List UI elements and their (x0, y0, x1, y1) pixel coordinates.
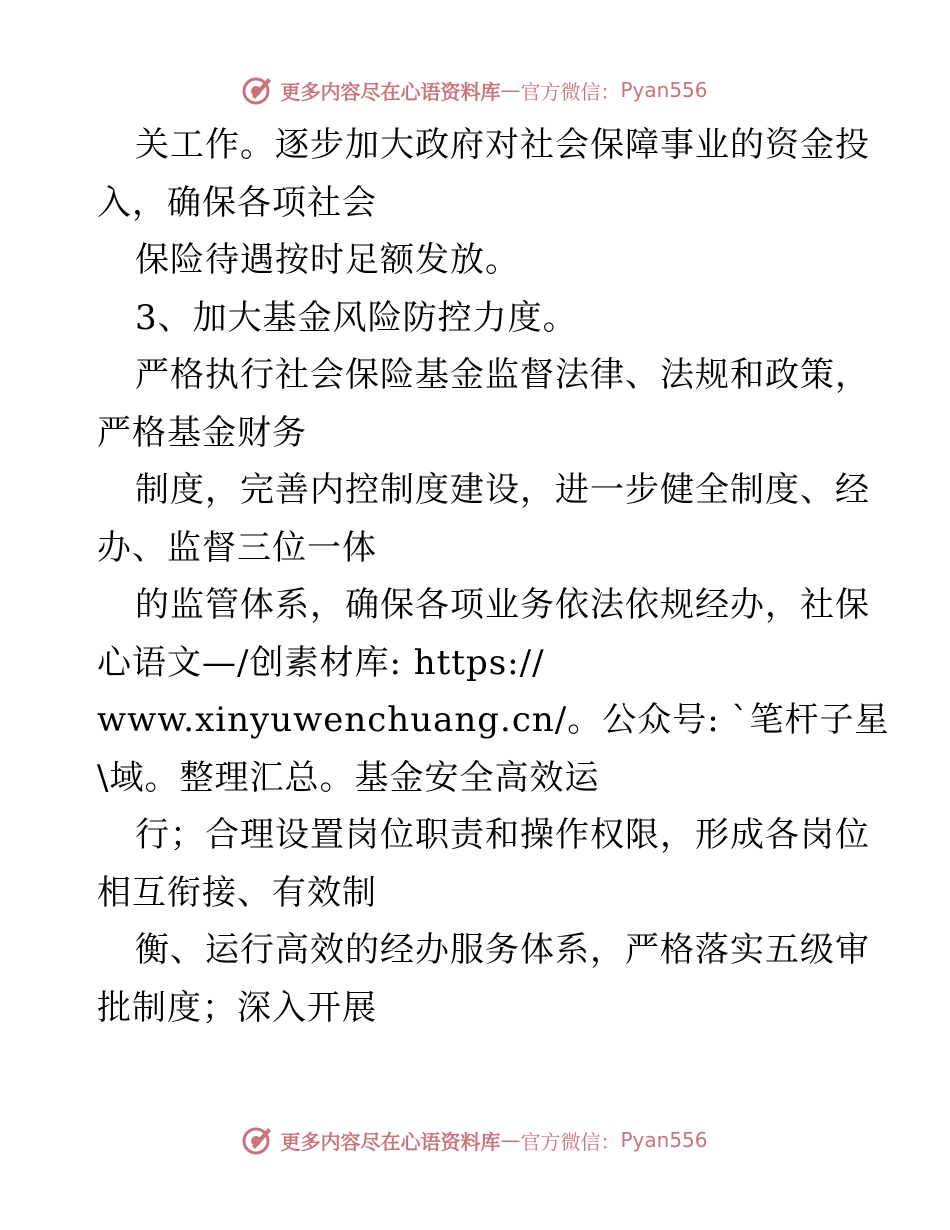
body-line: 关工作。逐步加大政府对社会保障事业的资金投 (135, 125, 870, 165)
body-line: 3、加大基金风险防控力度。 (135, 297, 578, 338)
body-line: 的监管体系，确保各项业务依法依规经办，社保 (135, 585, 870, 625)
body-line: 相互衔接、有效制 (97, 872, 377, 913)
body-line: 行；合理设置岗位职责和操作权限，形成各岗位 (135, 815, 870, 855)
body-line: 保险待遇按时足额发放。 (135, 240, 520, 280)
pen-logo-icon (242, 1124, 274, 1156)
header-wechat-id: Pyan556 (620, 78, 708, 102)
footer-official-label: 官方微信： (520, 1129, 621, 1154)
footer-banner (0, 1122, 950, 1158)
pen-logo-icon (242, 74, 274, 106)
footer-separator: — (500, 1128, 521, 1152)
body-line: 办、监督三位一体 (97, 527, 377, 568)
header-separator: — (500, 78, 521, 102)
body-line: 心语文—/创素材库: https:// (97, 642, 545, 683)
header-official-label: 官方微信： (520, 79, 621, 104)
body-line: www.xinyuwenchuang.cn/。公众号: `笔杆子星 (97, 700, 890, 740)
body-line: 入，确保各项社会 (97, 182, 377, 223)
footer-brand-text: 更多内容尽在心语资料库 (280, 1129, 501, 1154)
header-brand-text: 更多内容尽在心语资料库 (280, 79, 501, 104)
document-body (97, 117, 890, 1037)
body-line: 严格基金财务 (97, 412, 307, 453)
body-line: 批制度；深入开展 (97, 987, 377, 1028)
footer-wechat-id: Pyan556 (620, 1128, 708, 1152)
header-banner (0, 72, 950, 108)
body-line: 严格执行社会保险基金监督法律、法规和政策， (135, 355, 870, 395)
body-line: \域。整理汇总。基金安全高效运 (97, 757, 600, 798)
body-line: 衡、运行高效的经办服务体系，严格落实五级审 (135, 930, 870, 970)
body-line: 制度，完善内控制度建设，进一步健全制度、经 (135, 470, 870, 510)
